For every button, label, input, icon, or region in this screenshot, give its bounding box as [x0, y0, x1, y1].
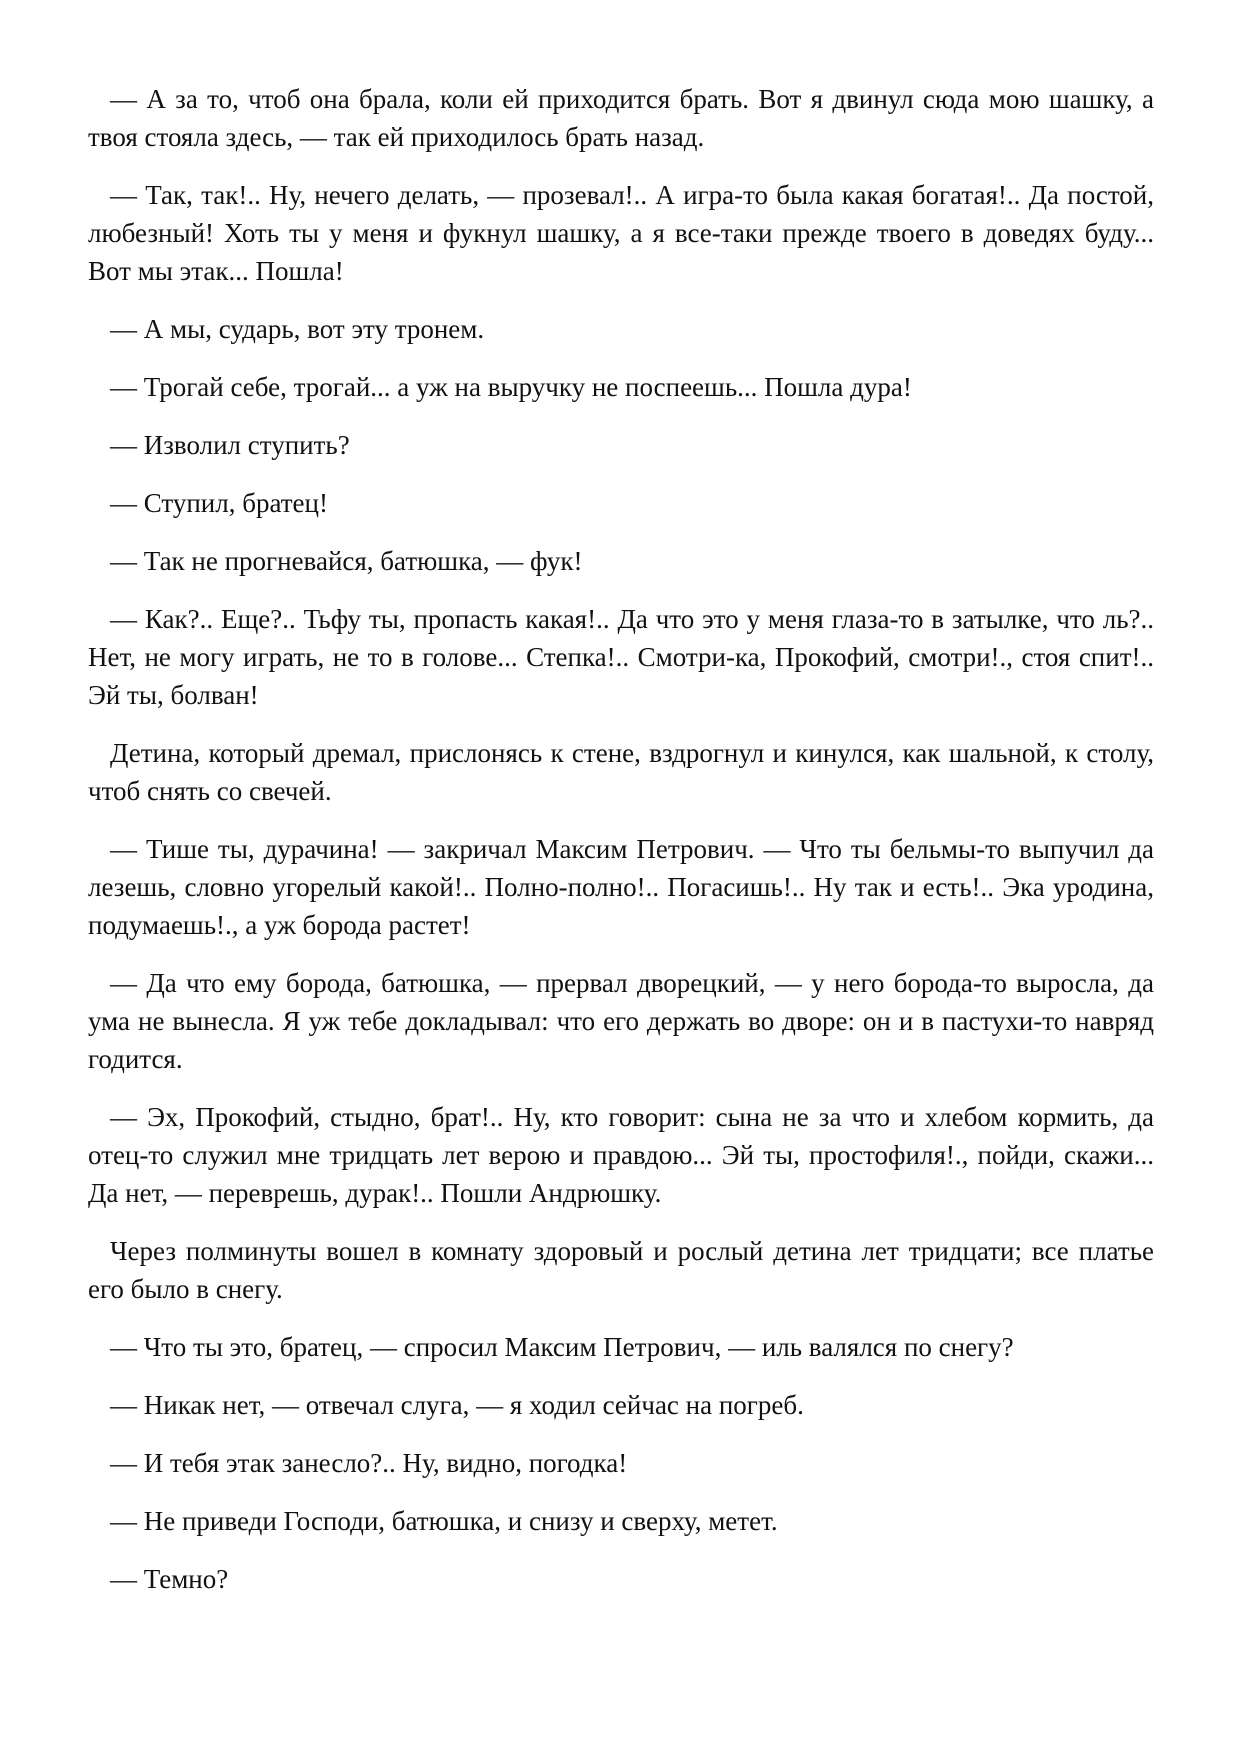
paragraph: Через полминуты вошел в комнату здоровый и рослый детина лет тридцати; все платье его было в снегу. [88, 1236, 1154, 1304]
paragraph: — Темно? [110, 1564, 229, 1594]
paragraph: — А за то, чтоб она брала, коли ей приходится брать. Вот я двинул сюда мою шашку, а твоя стояла здесь, — так ей приходилось брать назад. [88, 84, 1154, 152]
paragraph: — И тебя этак занесло?.. Ну, видно, погодка! [110, 1448, 628, 1478]
paragraph: — Трогай себе, трогай... а уж на выручку не поспеешь... Пошла дура! [110, 372, 912, 402]
paragraph: — Никак нет, — отвечал слуга, — я ходил сейчас на погреб. [110, 1390, 804, 1420]
paragraph: — Так не прогневайся, батюшка, — фук! [110, 546, 583, 576]
paragraph: — Так, так!.. Ну, нечего делать, — прозевал!.. А игра-то была какая богатая!.. Да постой, любезный! Хоть ты у меня и фукнул шашку, а я все-таки прежде твоего в доведях буду... Вот мы этак... Пошла! [88, 180, 1154, 286]
paragraph: — Эх, Прокофий, стыдно, брат!.. Ну, кто говорит: сына не за что и хлебом кормить, да отец-то служил мне тридцать лет верою и правдою... Эй ты, простофиля!., пойди, скажи... Да нет, — переврешь, дурак!.. Пошли Андрюшку. [88, 1102, 1154, 1208]
paragraph: — Да что ему борода, батюшка, — прервал дворецкий, — у него борода-то выросла, да ума не вынесла. Я уж тебе докладывал: что его держать во дворе: он и в пастухи-то навряд годится. [88, 968, 1154, 1074]
paragraph: — А мы, сударь, вот эту тронем. [110, 314, 485, 344]
paragraph: — Что ты это, братец, — спросил Максим Петрович, — иль валялся по снегу? [110, 1332, 1014, 1362]
paragraph: — Ступил, братец! [110, 488, 328, 518]
paragraph: — Как?.. Еще?.. Тьфу ты, пропасть какая!.. Да что это у меня глаза-то в затылке, что ль?.. Нет, не могу играть, не то в голове... Степка!.. Смотри-ка, Прокофий, смотри!., стоя спит!.. Эй ты, болван! [88, 604, 1154, 710]
paragraph: — Тише ты, дурачина! — закричал Максим Петрович. — Что ты бельмы-то выпучил да лезешь, словно угорелый какой!.. Полно-полно!.. Погасишь!.. Ну так и есть!.. Эка уродина, подумаешь!., а уж борода растет! [88, 834, 1154, 940]
document-page [88, 80, 1154, 1618]
paragraph: Детина, который дремал, прислонясь к стене, вздрогнул и кинулся, как шальной, к столу, чтоб снять со свечей. [88, 738, 1154, 806]
paragraph: — Изволил ступить? [110, 430, 350, 460]
paragraph: — Не приведи Господи, батюшка, и снизу и сверху, метет. [110, 1506, 778, 1536]
